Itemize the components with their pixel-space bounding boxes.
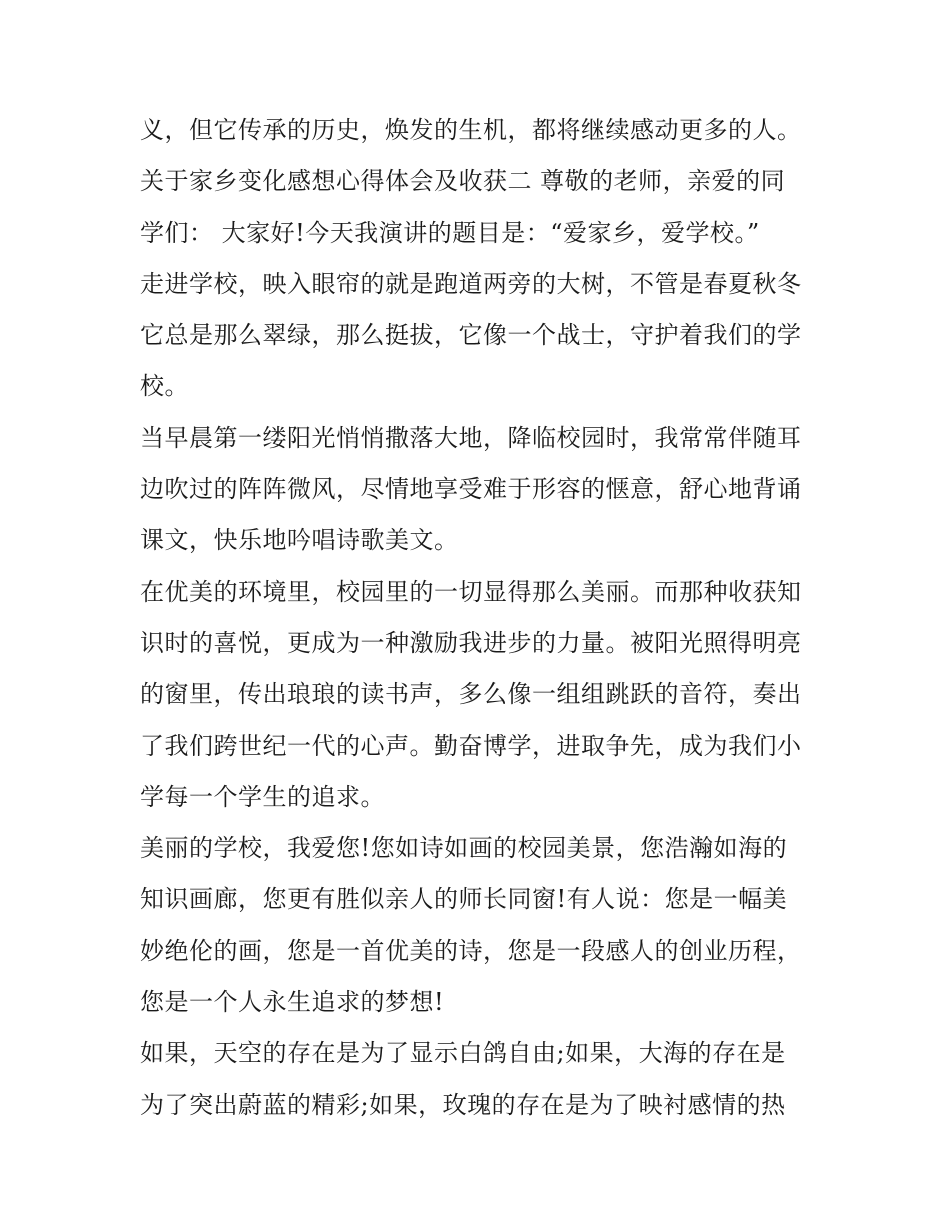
text-line: 它总是那么翠绿，那么挺拔，它像一个战士，守护着我们的学 xyxy=(140,321,802,350)
text-line: 您是一个人永生追求的梦想! xyxy=(140,988,445,1017)
text-line: 关于家乡变化感想心得体会及收获二 尊敬的老师，亲爱的同 xyxy=(140,167,786,196)
text-line: 边吹过的阵阵微风，尽情地享受难于形容的惬意，舒心地背诵 xyxy=(140,475,802,504)
text-line: 了我们跨世纪一代的心声。勤奋博学，进取争先，成为我们小 xyxy=(140,731,802,760)
text-line: 当早晨第一缕阳光悄悄撒落大地，降临校园时，我常常伴随耳 xyxy=(140,423,802,452)
text-line: 学每一个学生的追求。 xyxy=(140,782,385,811)
document-body xyxy=(140,105,820,1131)
text-line: 在优美的环境里，校园里的一切显得那么美丽。而那种收获知 xyxy=(140,577,802,606)
text-line: 校。 xyxy=(140,372,189,401)
text-line: 如果，天空的存在是为了显示白鸽自由;如果，大海的存在是 xyxy=(140,1039,786,1068)
text-line: 走进学校，映入眼帘的就是跑道两旁的大树，不管是春夏秋冬 xyxy=(140,269,802,298)
text-line: 为了突出蔚蓝的精彩;如果，玫瑰的存在是为了映衬感情的热 xyxy=(140,1090,786,1119)
text-line: 学们： 大家好!今天我演讲的题目是：“爱家乡，爱学校。” xyxy=(140,218,760,247)
text-line: 妙绝伦的画，您是一首优美的诗，您是一段感人的创业历程， xyxy=(140,936,802,965)
text-line: 义，但它传承的历史，焕发的生机，都将继续感动更多的人。 xyxy=(140,116,802,144)
text-line: 课文，快乐地吟唱诗歌美文。 xyxy=(140,526,459,555)
text-line: 美丽的学校，我爱您!您如诗如画的校园美景，您浩瀚如海的 xyxy=(140,834,788,863)
text-line: 识时的喜悦，更成为一种激励我进步的力量。被阳光照得明亮 xyxy=(140,628,802,657)
text-line: 知识画廊，您更有胜似亲人的师长同窗!有人说：您是一幅美 xyxy=(140,885,788,914)
text-line: 的窗里，传出琅琅的读书声，多么像一组组跳跃的音符，奏出 xyxy=(140,680,802,709)
